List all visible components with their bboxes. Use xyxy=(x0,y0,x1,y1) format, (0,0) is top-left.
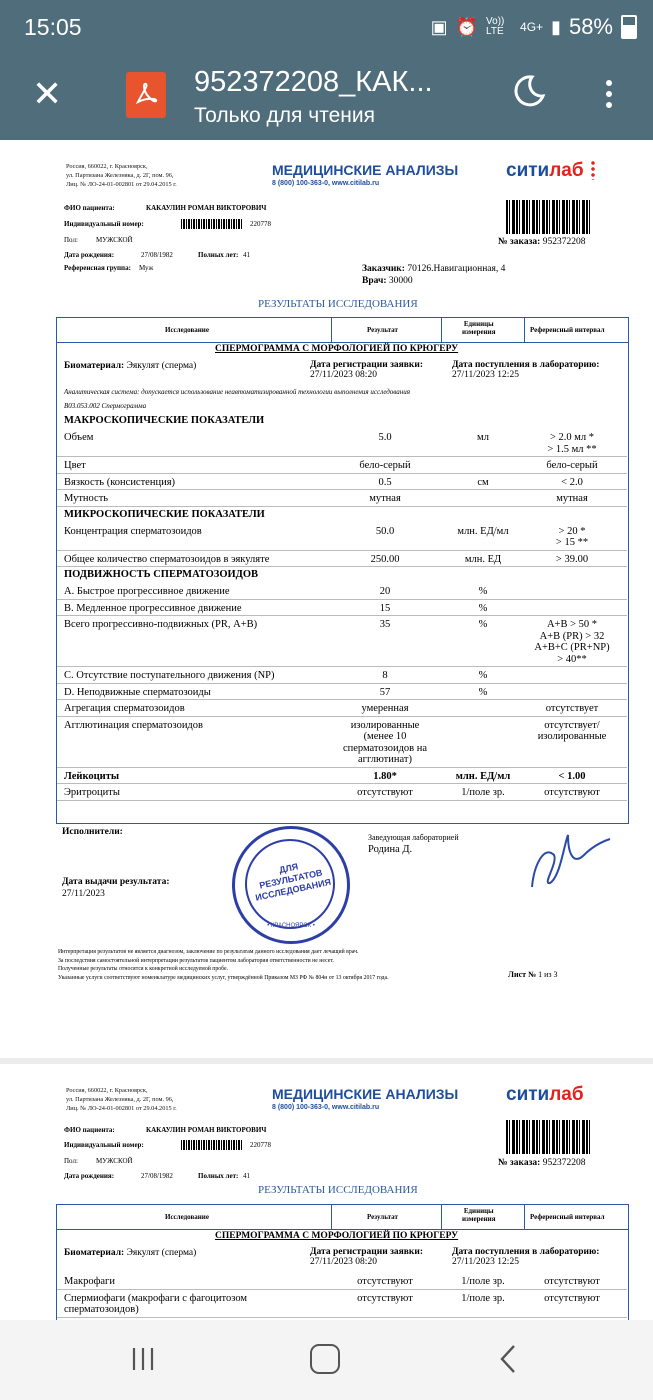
row-divider xyxy=(57,716,627,717)
row-reference: > 39.00 xyxy=(555,553,589,565)
row-test-name: Агглютинация сперматозоидов xyxy=(64,719,203,731)
citilab-logo: ситилаб xyxy=(506,160,597,182)
notification-icon: ▣ xyxy=(430,16,448,37)
back-icon[interactable] xyxy=(496,1344,522,1374)
row-units: % xyxy=(478,602,488,614)
lab-arrival: Дата поступления в лабораторию: 27/11/2023 12:25 xyxy=(452,360,600,380)
row-test-name: Цвет xyxy=(64,460,86,471)
row-units: 1/поле зр. xyxy=(461,787,505,798)
row-reference: отсутствуют xyxy=(544,1292,600,1304)
sex-label-p2: Пол: xyxy=(64,1157,78,1165)
col-ref-p2: Референсный интервал xyxy=(530,1213,605,1221)
col-units: Единицы измерения xyxy=(462,320,496,336)
row-reference: отсутствует xyxy=(545,703,599,714)
status-bar xyxy=(0,0,653,60)
brand-title-p2: МЕДИЦИНСКИЕ АНАЛИЗЫ xyxy=(272,1086,459,1102)
row-test-name: В. Медленное прогрессивное движение xyxy=(64,602,242,614)
row-divider xyxy=(57,506,627,507)
registration-p2: Дата регистрации заявки: 27/11/2023 08:20 xyxy=(310,1247,424,1267)
study-code: В03.053.002 Спермограмма xyxy=(64,402,147,410)
row-divider xyxy=(57,489,627,490)
row-divider xyxy=(57,1317,627,1318)
row-result: отсутствуют xyxy=(357,1292,413,1304)
app-bar xyxy=(0,60,653,140)
document-title: 952372208_КАК... xyxy=(194,66,433,98)
row-test-name: Агрегация сперматозоидов xyxy=(64,703,185,714)
row-divider xyxy=(57,615,627,616)
recent-apps-icon[interactable] xyxy=(130,1346,156,1372)
row-divider xyxy=(57,767,627,768)
row-reference: мутная xyxy=(556,493,588,504)
sex-value: МУЖСКОЙ xyxy=(96,236,133,244)
patient-id-p2: 220778 xyxy=(250,1141,271,1149)
patient-name: КАКАУЛИН РОМАН ВИКТОРОВИЧ xyxy=(146,204,267,212)
patient-name-label: ФИО пациента: xyxy=(64,204,115,212)
study-name: СПЕРМОГРАММА С МОРФОЛОГИЕЙ ПО КРЮГЕРУ xyxy=(215,344,459,354)
citilab-logo-p2: ситилаб xyxy=(506,1084,584,1105)
ref-group-label: Референсная группа: xyxy=(64,264,131,272)
row-test-name: Всего прогрессивно-подвижных (PR, А+В) xyxy=(64,619,258,630)
row-result: отсутствуют xyxy=(357,787,413,798)
age-value-p2: 41 xyxy=(243,1172,250,1180)
col-test-p2: Исследование xyxy=(165,1213,209,1221)
col-ref: Референсный интервал xyxy=(530,326,605,334)
section-heading: МИКРОСКОПИЧЕСКИЕ ПОКАЗАТЕЛИ xyxy=(64,508,265,520)
customer: Заказчик: 70126.Навигационная, 4 xyxy=(362,264,506,274)
row-result: 1.80* xyxy=(373,770,397,782)
pdf-file-icon xyxy=(126,72,166,118)
row-divider xyxy=(57,666,627,667)
ref-group-value: Муж xyxy=(139,264,154,272)
patient-name-p2: КАКАУЛИН РОМАН ВИКТОРОВИЧ xyxy=(146,1126,267,1134)
order-barcode xyxy=(506,200,590,234)
col-result-p2: Результат xyxy=(367,1213,398,1221)
lab-head-label: Заведующая лабораторией xyxy=(368,833,459,842)
row-reference: A+B > 50 * A+B (PR) > 32 A+B+C (PR+NP) > 40** xyxy=(534,619,610,665)
night-mode-icon[interactable] xyxy=(512,74,546,108)
doctor: Врач: 30000 xyxy=(362,276,413,286)
logo-dots-icon xyxy=(589,160,597,180)
signature xyxy=(524,825,614,895)
row-divider xyxy=(57,566,627,567)
system-nav-bar xyxy=(0,1320,653,1400)
lab-arrival-p2: Дата поступления в лабораторию: 27/11/2023 12:25 xyxy=(452,1247,600,1267)
performers-label: Исполнители: xyxy=(62,827,123,837)
dob-label-p2: Дата рождения: xyxy=(64,1172,115,1180)
row-test-name: Эритроциты xyxy=(64,787,120,798)
status-icons xyxy=(431,14,637,40)
battery-percent: 58% xyxy=(568,14,613,39)
order-number: № заказа: 952372208 xyxy=(498,237,586,247)
sex-label: Пол: xyxy=(64,236,78,244)
row-reference: < 1.00 xyxy=(558,770,586,782)
row-divider xyxy=(57,783,627,784)
patient-id-label-p2: Индивидуальный номер: xyxy=(64,1141,144,1149)
row-units: млн. ЕД/мл xyxy=(455,770,511,782)
close-icon[interactable]: ✕ xyxy=(32,73,63,114)
row-divider xyxy=(57,599,627,600)
status-time: 15:05 xyxy=(24,14,82,40)
row-reference: отсутствует/ изолированные xyxy=(537,719,607,742)
row-reference: отсутствуют xyxy=(544,1276,600,1287)
row-reference: отсутствуют xyxy=(544,787,600,798)
row-result: отсутствуют xyxy=(357,1276,413,1287)
row-test-name: D. Неподвижные сперматозоиды xyxy=(64,686,211,698)
patient-barcode xyxy=(181,219,243,229)
pdf-page-1 xyxy=(0,140,653,1058)
row-units: % xyxy=(478,670,488,681)
row-reference: бело-серый xyxy=(546,460,598,471)
row-result: мутная xyxy=(369,493,401,504)
disclaimer: Интерпретация результатов не является диагнозом, заключение по результатам данного исследования дает лечащий врач. За последствия самостоятельной интерпретации результатов пациентом лаборатория ответственности не несет. Полученные результаты относятся к конкретной исследуемой пробе. Указанные услуги соответствуют номенклатуре медицинских услуг, утверждённой Приказом МЗ РФ № 804н от 13 октября 2017 года. xyxy=(58,949,389,981)
row-result: 57 xyxy=(379,686,391,698)
study-name-p2: СПЕРМОГРАММА С МОРФОЛОГИЕЙ ПО КРЮГЕРУ xyxy=(215,1231,459,1241)
row-units: см xyxy=(477,476,489,488)
row-units: % xyxy=(478,686,488,698)
col-test: Исследование xyxy=(165,326,209,334)
row-units: млн. ЕД xyxy=(464,553,502,565)
row-divider xyxy=(57,699,627,700)
network-indicator: 4G+ xyxy=(520,20,544,34)
results-title: РЕЗУЛЬТАТЫ ИССЛЕДОВАНИЯ xyxy=(258,298,418,310)
patient-name-label-p2: ФИО пациента: xyxy=(64,1126,115,1134)
dob-value-p2: 27/08/1982 xyxy=(141,1172,173,1180)
col-result: Результат xyxy=(367,326,398,334)
row-units: млн. ЕД/мл xyxy=(457,525,509,537)
biomaterial: Биоматериал: Эякулят (сперма) xyxy=(64,361,197,371)
row-result: 5.0 xyxy=(378,432,392,443)
analytical-note: Аналитическая система: допускается использование неавтоматизированной технологии выполнения исследования xyxy=(64,388,411,396)
lab-address: Россия, 660022, г. Красноярск, ул. Партизана Железняка, д. 2Г, пом. 96, Лиц. № ЛО-24-01-002801 от 29.04.2015 г. xyxy=(66,163,177,188)
pdf-page-2 xyxy=(0,1064,653,1320)
dob-value: 27/08/1982 xyxy=(141,251,173,259)
alarm-icon: ⏰ xyxy=(455,16,479,37)
row-divider xyxy=(57,550,627,551)
brand-phone: 8 (800) 100-363-0, www.citilab.ru xyxy=(272,180,380,187)
row-test-name: Лейкоциты xyxy=(64,770,120,782)
row-reference: > 2.0 мл * > 1.5 мл ** xyxy=(547,432,597,455)
dob-label: Дата рождения: xyxy=(64,251,115,259)
sheet-number: Лист № 1 из 3 xyxy=(508,970,558,979)
row-test-name: Объем xyxy=(64,432,94,443)
lab-stamp: ДЛЯ РЕЗУЛЬТАТОВ ИССЛЕДОВАНИЯ • КРАСНОЯРСК • xyxy=(232,826,350,944)
issue-date: 27/11/2023 xyxy=(62,889,105,899)
row-test-name: С. Отсутствие поступательного движения (NP) xyxy=(64,670,275,681)
order-number-p2: № заказа: 952372208 xyxy=(498,1158,586,1168)
more-options-icon[interactable] xyxy=(606,80,614,113)
row-result: бело-серый xyxy=(359,460,411,471)
row-result: 20 xyxy=(379,586,391,597)
row-result: 15 xyxy=(379,602,391,614)
row-units: % xyxy=(478,586,488,597)
lab-head-name: Родина Д. xyxy=(368,844,413,855)
row-units: мл xyxy=(477,432,489,443)
row-test-name: Мутность xyxy=(64,493,109,504)
row-test-name: Вязкость (консистенция) xyxy=(64,476,176,488)
patient-barcode-p2 xyxy=(181,1140,243,1150)
lab-address-p2: Россия, 660022, г. Красноярск, ул. Партизана Железняка, д. 2Г, пом. 96, Лиц. № ЛО-24-01-002801 от 29.04.2015 г. xyxy=(66,1087,177,1112)
section-heading: ПОДВИЖНОСТЬ СПЕРМАТОЗОИДОВ xyxy=(64,569,259,580)
row-test-name: Общее количество сперматозоидов в эякуляте xyxy=(64,553,270,565)
order-barcode-p2 xyxy=(506,1120,590,1154)
issue-date-label: Дата выдачи результата: xyxy=(62,877,170,887)
row-divider xyxy=(57,683,627,684)
row-test-name: А. Быстрое прогрессивное движение xyxy=(64,586,230,597)
row-divider xyxy=(57,800,627,801)
row-test-name: Концентрация сперматозоидов xyxy=(64,525,202,537)
age-label: Полных лет: xyxy=(198,251,239,259)
row-result: умеренная xyxy=(361,703,409,714)
age-label-p2: Полных лет: xyxy=(198,1172,239,1180)
biomaterial-p2: Биоматериал: Эякулят (сперма) xyxy=(64,1248,197,1258)
document-mode: Только для чтения xyxy=(194,104,375,127)
row-test-name: Спермиофаги (макрофаги с фагоцитозом сперматозоидов) xyxy=(64,1292,248,1315)
results-title-p2: РЕЗУЛЬТАТЫ ИССЛЕДОВАНИЯ xyxy=(258,1184,418,1196)
row-result: 250.00 xyxy=(370,553,400,565)
row-divider xyxy=(57,456,627,457)
row-divider xyxy=(57,1289,627,1290)
col-units-p2: Единицы измерения xyxy=(462,1207,496,1223)
age-value: 41 xyxy=(243,251,250,259)
home-icon[interactable] xyxy=(310,1344,340,1374)
row-result: 8 xyxy=(382,670,388,681)
battery-icon xyxy=(621,15,637,39)
patient-id-label: Индивидуальный номер: xyxy=(64,220,144,228)
row-reference: < 2.0 xyxy=(561,476,583,488)
row-result: изолированные (менее 10 сперматозоидов на агглютинат) xyxy=(342,719,428,765)
sex-value-p2: МУЖСКОЙ xyxy=(96,1157,133,1165)
row-test-name: Макрофаги xyxy=(64,1276,115,1287)
row-result: 50.0 xyxy=(375,525,395,537)
signal-icon: ▮ xyxy=(551,16,561,37)
row-units: % xyxy=(478,619,488,630)
row-units: 1/поле зр. xyxy=(461,1292,505,1304)
brand-title: МЕДИЦИНСКИЕ АНАЛИЗЫ xyxy=(272,162,459,178)
row-reference: > 20 * > 15 ** xyxy=(555,525,589,548)
row-divider xyxy=(57,473,627,474)
section-heading: МАКРОСКОПИЧЕСКИЕ ПОКАЗАТЕЛИ xyxy=(64,415,265,426)
patient-id: 220778 xyxy=(250,220,271,228)
row-units: 1/поле зр. xyxy=(461,1276,505,1287)
registration: Дата регистрации заявки: 27/11/2023 08:20 xyxy=(310,360,424,380)
brand-phone-p2: 8 (800) 100-363-0, www.citilab.ru xyxy=(272,1104,380,1111)
row-result: 35 xyxy=(379,619,391,630)
row-result: 0.5 xyxy=(378,476,392,488)
volte-indicator: Vo)) LTE xyxy=(486,16,505,37)
